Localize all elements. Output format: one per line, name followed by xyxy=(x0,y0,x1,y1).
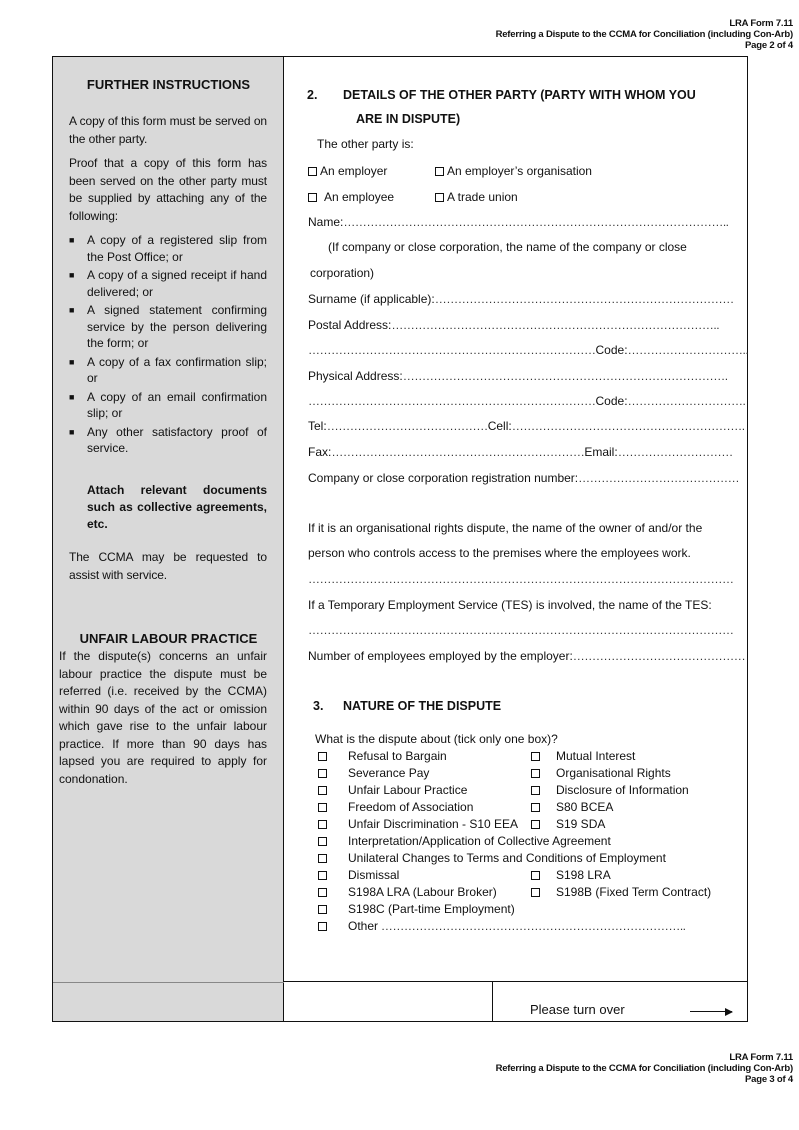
physical-address-field[interactable]: Physical Address:…………………………………………………………………………. xyxy=(308,369,728,383)
dispute-option-s198a[interactable]: S198A LRA (Labour Broker) xyxy=(318,885,497,899)
section3-title: NATURE OF THE DISPUTE xyxy=(343,699,502,713)
list-item: ■ A signed statement confirming service by the person delivering the form; or xyxy=(69,303,267,350)
checkbox[interactable] xyxy=(318,837,327,846)
page-header-bottom xyxy=(496,1052,793,1085)
section2-title-line1: DETAILS OF THE OTHER PARTY (PARTY WITH WHOM YOU xyxy=(343,88,696,102)
dispute-option-s198b[interactable]: S198B (Fixed Term Contract) xyxy=(531,885,711,899)
checkbox[interactable] xyxy=(318,769,327,778)
dispute-option-refusal-to-bargain[interactable]: Refusal to Bargain xyxy=(318,749,447,763)
checkbox[interactable] xyxy=(531,888,540,897)
checkbox[interactable] xyxy=(318,871,327,880)
surname-field[interactable]: Surname (if applicable):…………………………………………………………………… xyxy=(308,292,734,306)
postal-address-field[interactable]: Postal Address:………………………………………………………………………….. xyxy=(308,318,720,332)
other-party-intro: The other party is: xyxy=(317,137,414,151)
bullet-icon: ■ xyxy=(69,356,75,367)
form-title: Referring a Dispute to the CCMA for Conciliation (including Con-Arb) xyxy=(495,1063,793,1074)
checkbox[interactable] xyxy=(308,193,317,202)
page-header-top xyxy=(496,18,793,51)
footer-divider xyxy=(492,982,493,1021)
org-rights-answer-line[interactable]: ………………………………………………………………………………………………… xyxy=(308,572,734,586)
ulp-title: UNFAIR LABOUR PRACTICE xyxy=(79,631,258,646)
checkbox[interactable] xyxy=(435,167,444,176)
checkbox[interactable] xyxy=(318,803,327,812)
sidebar-divider xyxy=(53,982,284,983)
name-field[interactable]: Name:……………………………………………………………………………………….. xyxy=(308,215,729,229)
dispute-option-unfair-discrimination[interactable]: Unfair Discrimination - S10 EEA xyxy=(318,817,518,831)
form-number: LRA Form 7.11 xyxy=(729,18,793,29)
dispute-option-severance-pay[interactable]: Severance Pay xyxy=(318,766,429,780)
name-note-line1: (If company or close corporation, the name of the company or close xyxy=(328,240,687,254)
org-rights-line2: person who controls access to the premises where the employees work. xyxy=(308,546,691,560)
please-turn-over: Please turn over xyxy=(530,1002,625,1017)
bullet-icon: ■ xyxy=(69,270,75,280)
checkbox[interactable] xyxy=(318,786,327,795)
checkbox[interactable] xyxy=(318,854,327,863)
sidebar-para-proof: Proof that a copy of this form has been served on the other party must be supplied by attaching any of the following: xyxy=(69,156,267,223)
tes-label: If a Temporary Employment Service (TES) is involved, the name of the TES: xyxy=(308,598,712,612)
option-employer[interactable]: An employer xyxy=(308,164,387,178)
dispute-option-organisational-rights[interactable]: Organisational Rights xyxy=(531,766,671,780)
employees-count-field[interactable]: Number of employees employed by the employer:……………………………………… xyxy=(308,649,746,663)
dispute-option-s198-lra[interactable]: S198 LRA xyxy=(531,868,611,882)
bullet-icon: ■ xyxy=(69,305,75,315)
dispute-option-disclosure[interactable]: Disclosure of Information xyxy=(531,783,689,797)
name-note-line2: corporation) xyxy=(310,266,375,280)
bullet-icon: ■ xyxy=(69,426,75,437)
checkbox[interactable] xyxy=(435,193,444,202)
dispute-option-other[interactable]: Other …………………………………………………………………….. xyxy=(318,919,686,933)
dispute-option-s198c[interactable]: S198C (Part-time Employment) xyxy=(318,902,515,916)
checkbox[interactable] xyxy=(318,752,327,761)
dispute-option-mutual-interest[interactable]: Mutual Interest xyxy=(531,749,635,763)
checkbox[interactable] xyxy=(318,820,327,829)
dispute-question: What is the dispute about (tick only one box)? xyxy=(315,732,558,746)
checkbox[interactable] xyxy=(318,905,327,914)
tes-answer-line[interactable]: ………………………………………………………………………………………………… xyxy=(308,623,734,637)
option-trade-union[interactable]: A trade union xyxy=(435,190,518,204)
dispute-option-s19-sda[interactable]: S19 SDA xyxy=(531,817,605,831)
list-item: ■ Any other satisfactory proof of service. xyxy=(69,424,267,455)
dispute-option-dismissal[interactable]: Dismissal xyxy=(318,868,399,882)
sidebar-title: FURTHER INSTRUCTIONS xyxy=(86,77,251,92)
checkbox[interactable] xyxy=(531,786,540,795)
sidebar-para-serve: A copy of this form must be served on the other party. xyxy=(69,114,267,146)
fax-email-field[interactable]: Fax:…………………………………………………………Email:………………………… xyxy=(308,445,733,459)
dispute-option-collective-agreement[interactable]: Interpretation/Application of Collective Agreement xyxy=(318,834,611,848)
dispute-option-freedom-of-association[interactable]: Freedom of Association xyxy=(318,800,473,814)
section2-number: 2. xyxy=(307,88,318,102)
ulp-text: If the dispute(s) concerns an unfair labour practice the dispute must be referred (i.e. received by the CCMA) within 90 days of the act or omission which gave rise to the unfair labour practice. If more than 90 days has lapsed you are required to apply for condonation. xyxy=(59,649,267,786)
list-item: ■ A copy of a fax confirmation slip; or xyxy=(69,354,267,385)
registration-number-field[interactable]: Company or close corporation registration number:…………………………………… xyxy=(308,471,740,485)
dispute-option-s80-bcea[interactable]: S80 BCEA xyxy=(531,800,613,814)
org-rights-line1: If it is an organisational rights dispute, the name of the owner of and/or the xyxy=(308,521,703,535)
list-item: ■ A copy of an email confirmation slip; or xyxy=(69,389,267,420)
checkbox[interactable] xyxy=(318,922,327,931)
option-employee[interactable]: An employee xyxy=(308,190,394,204)
physical-code-field[interactable]: …………………………………………………………………Code:…………………………. xyxy=(308,394,746,408)
checkbox[interactable] xyxy=(531,752,540,761)
list-item: ■ A copy of a registered slip from the Post Office; or xyxy=(69,233,267,264)
checkbox[interactable] xyxy=(308,167,317,176)
checkbox[interactable] xyxy=(531,803,540,812)
option-employers-organisation[interactable]: An employer’s organisation xyxy=(435,164,592,178)
checkbox[interactable] xyxy=(531,871,540,880)
form-title: Referring a Dispute to the CCMA for Conciliation (including Con-Arb) xyxy=(495,29,793,40)
postal-code-field[interactable]: …………………………………………………………………Code:………………………….. xyxy=(308,343,749,357)
proof-list xyxy=(67,232,267,459)
section2-title-line2: ARE IN DISPUTE) xyxy=(356,112,461,126)
checkbox[interactable] xyxy=(318,888,327,897)
bullet-icon: ■ xyxy=(69,235,75,245)
page-number: Page 2 of 4 xyxy=(745,40,793,51)
checkbox[interactable] xyxy=(531,769,540,778)
form-number: LRA Form 7.11 xyxy=(729,1052,793,1063)
bullet-icon: ■ xyxy=(69,391,75,402)
list-item: ■ A copy of a signed receipt if hand delivered; or xyxy=(69,268,267,299)
sidebar-para-ccma-service: The CCMA may be requested to assist with service. xyxy=(69,550,267,582)
instructions-sidebar xyxy=(53,57,284,1021)
section3-number: 3. xyxy=(313,699,324,713)
checkbox[interactable] xyxy=(531,820,540,829)
tel-cell-field[interactable]: Tel:……………………………………Cell:……………………………………………………. xyxy=(308,419,745,433)
dispute-option-unilateral-changes[interactable]: Unilateral Changes to Terms and Conditions of Employment xyxy=(318,851,666,865)
page-number: Page 3 of 4 xyxy=(745,1074,793,1085)
arrow-right-icon xyxy=(690,1011,732,1012)
attach-documents-note: Attach relevant documents such as collective agreements, etc. xyxy=(87,483,267,531)
form-frame xyxy=(52,56,748,1022)
dispute-option-unfair-labour-practice[interactable]: Unfair Labour Practice xyxy=(318,783,467,797)
